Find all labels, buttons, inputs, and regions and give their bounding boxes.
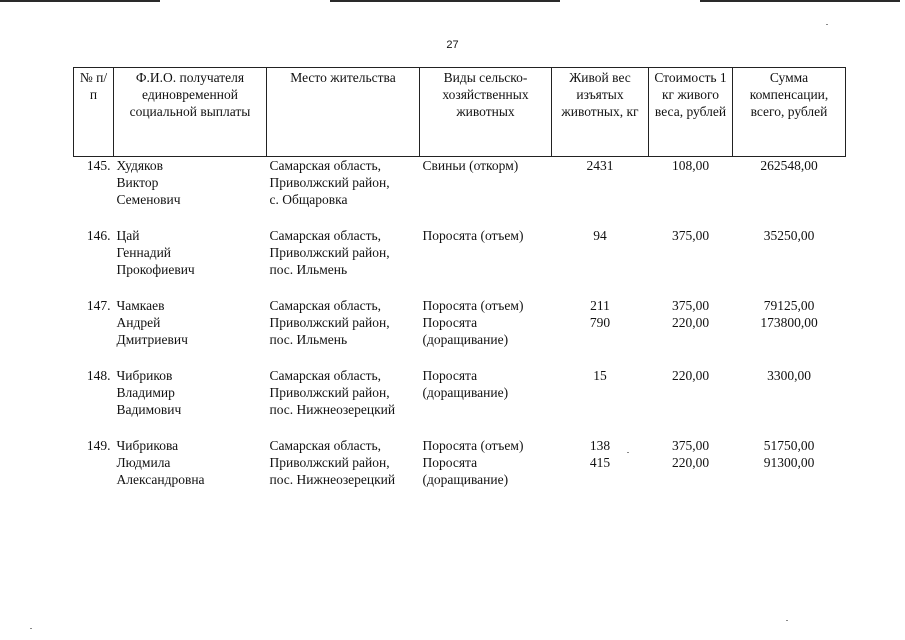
table-row	[74, 227, 846, 297]
cell-sum-line: 262548,00	[760, 158, 818, 173]
cell-name-line: Геннадий	[116, 245, 172, 260]
cell-animals-line: Свиньи (откорм)	[422, 158, 519, 173]
header-compensation-sum: Сумма компенсации, всего, рублей	[733, 68, 846, 157]
cell-animals	[420, 367, 552, 437]
header-live-weight: Живой вес изъятых животных, кг	[552, 68, 649, 157]
cell-weight-line: 138	[589, 438, 611, 453]
header-price-per-kg: Стоимость 1 кг живого веса, рублей	[649, 68, 733, 157]
cell-name	[114, 157, 267, 228]
scan-edge-line	[330, 0, 560, 2]
table-header-row	[74, 68, 846, 157]
cell-name-line: Александровна	[116, 472, 205, 487]
cell-weight	[552, 227, 649, 297]
cell-name-line: Дмитриевич	[116, 332, 188, 347]
cell-price-line: 375,00	[671, 228, 710, 243]
cell-name-line: Владимир	[116, 385, 175, 400]
cell-weight-line: 211	[590, 298, 610, 313]
cell-sum	[733, 227, 846, 297]
cell-animals-line: (доращивание)	[422, 332, 509, 347]
cell-residence-line: Самарская область,	[269, 228, 382, 243]
cell-weight	[552, 297, 649, 367]
cell-price	[649, 157, 733, 228]
cell-residence	[267, 297, 420, 367]
cell-name-line: Чибрикова	[116, 438, 179, 453]
header-residence: Место жительства	[267, 68, 420, 157]
cell-price	[649, 367, 733, 437]
cell-name	[114, 437, 267, 507]
cell-price-line: 220,00	[671, 368, 710, 383]
cell-residence-line: с. Общаровка	[269, 192, 348, 207]
cell-name-line: Прокофиевич	[116, 262, 195, 277]
page-number: 27	[446, 39, 459, 51]
cell-name-line: Чамкаев	[116, 298, 165, 313]
cell-sum-line: 91300,00	[763, 455, 815, 470]
cell-animals	[420, 437, 552, 507]
cell-residence	[267, 157, 420, 228]
cell-residence	[267, 367, 420, 437]
cell-animals	[420, 297, 552, 367]
cell-sum-line: 79125,00	[763, 298, 815, 313]
header-number: № п/п	[74, 68, 114, 157]
cell-price-line: 375,00	[671, 438, 710, 453]
scan-speck	[627, 452, 629, 453]
cell-animals-line: Поросята	[422, 315, 478, 330]
cell-price-line: 375,00	[671, 298, 710, 313]
cell-sum-line: 3300,00	[767, 368, 811, 383]
cell-sum	[733, 297, 846, 367]
cell-residence-line: Приволжский район,	[269, 315, 390, 330]
scan-speck	[826, 24, 828, 25]
table-row	[74, 437, 846, 507]
cell-weight	[552, 437, 649, 507]
cell-name-line: Худяков	[116, 158, 164, 173]
header-name: Ф.И.О. получателя единовременной социальной выплаты	[114, 68, 267, 157]
cell-residence-line: Самарская область,	[269, 158, 382, 173]
cell-name-line: Чибриков	[116, 368, 173, 383]
cell-number: 147.	[86, 298, 111, 313]
cell-residence-line: Приволжский район,	[269, 455, 390, 470]
cell-name-line: Людмила	[116, 455, 171, 470]
cell-animals-line: Поросята (отъем)	[422, 298, 524, 313]
table-row	[74, 157, 846, 228]
cell-animals	[420, 157, 552, 228]
cell-weight-line: 790	[589, 315, 611, 330]
scan-speck	[786, 620, 788, 621]
cell-animals-line: Поросята	[422, 368, 478, 383]
cell-residence	[267, 437, 420, 507]
cell-animals-line: Поросята (отъем)	[422, 228, 524, 243]
cell-residence-line: Самарская область,	[269, 438, 382, 453]
cell-residence-line: Приволжский район,	[269, 175, 390, 190]
cell-residence-line: Самарская область,	[269, 298, 382, 313]
cell-sum-line: 51750,00	[763, 438, 815, 453]
cell-animals-line: Поросята	[422, 455, 478, 470]
cell-name	[114, 297, 267, 367]
cell-weight-line: 15	[593, 368, 607, 383]
cell-name-line: Семенович	[116, 192, 181, 207]
cell-name	[114, 367, 267, 437]
scan-edge-line	[0, 0, 160, 2]
scan-edge-line	[700, 0, 900, 2]
cell-residence-line: Самарская область,	[269, 368, 382, 383]
cell-number: 149.	[86, 438, 111, 453]
cell-weight-line: 94	[593, 228, 607, 243]
cell-residence-line: пос. Нижнеозерецкий	[269, 472, 396, 487]
cell-name-line: Цай	[116, 228, 140, 243]
cell-name	[114, 227, 267, 297]
cell-animals-line: (доращивание)	[422, 472, 509, 487]
table-row	[74, 367, 846, 437]
cell-residence-line: пос. Ильмень	[269, 332, 348, 347]
cell-price	[649, 437, 733, 507]
cell-weight-line: 415	[589, 455, 611, 470]
cell-name-line: Виктор	[116, 175, 159, 190]
cell-sum	[733, 367, 846, 437]
cell-price	[649, 227, 733, 297]
cell-residence-line: пос. Нижнеозерецкий	[269, 402, 396, 417]
cell-sum	[733, 437, 846, 507]
compensation-table	[73, 67, 846, 507]
header-animal-types: Виды сельско-хозяйственных животных	[420, 68, 552, 157]
cell-animals-line: (доращивание)	[422, 385, 509, 400]
cell-name-line: Вадимович	[116, 402, 182, 417]
cell-number: 148.	[86, 368, 111, 383]
cell-weight	[552, 157, 649, 228]
cell-name-line: Андрей	[116, 315, 161, 330]
cell-residence-line: пос. Ильмень	[269, 262, 348, 277]
cell-sum	[733, 157, 846, 228]
cell-number: 145.	[86, 158, 111, 173]
cell-weight	[552, 367, 649, 437]
cell-price	[649, 297, 733, 367]
cell-price-line: 220,00	[671, 455, 710, 470]
cell-residence	[267, 227, 420, 297]
cell-animals	[420, 227, 552, 297]
cell-sum-line: 35250,00	[763, 228, 815, 243]
cell-number: 146.	[86, 228, 111, 243]
table-row	[74, 297, 846, 367]
scan-speck	[30, 628, 32, 629]
cell-weight-line: 2431	[586, 158, 614, 173]
cell-price-line: 108,00	[671, 158, 710, 173]
cell-residence-line: Приволжский район,	[269, 245, 390, 260]
cell-residence-line: Приволжский район,	[269, 385, 390, 400]
cell-animals-line: Поросята (отъем)	[422, 438, 524, 453]
cell-sum-line: 173800,00	[760, 315, 818, 330]
cell-price-line: 220,00	[671, 315, 710, 330]
